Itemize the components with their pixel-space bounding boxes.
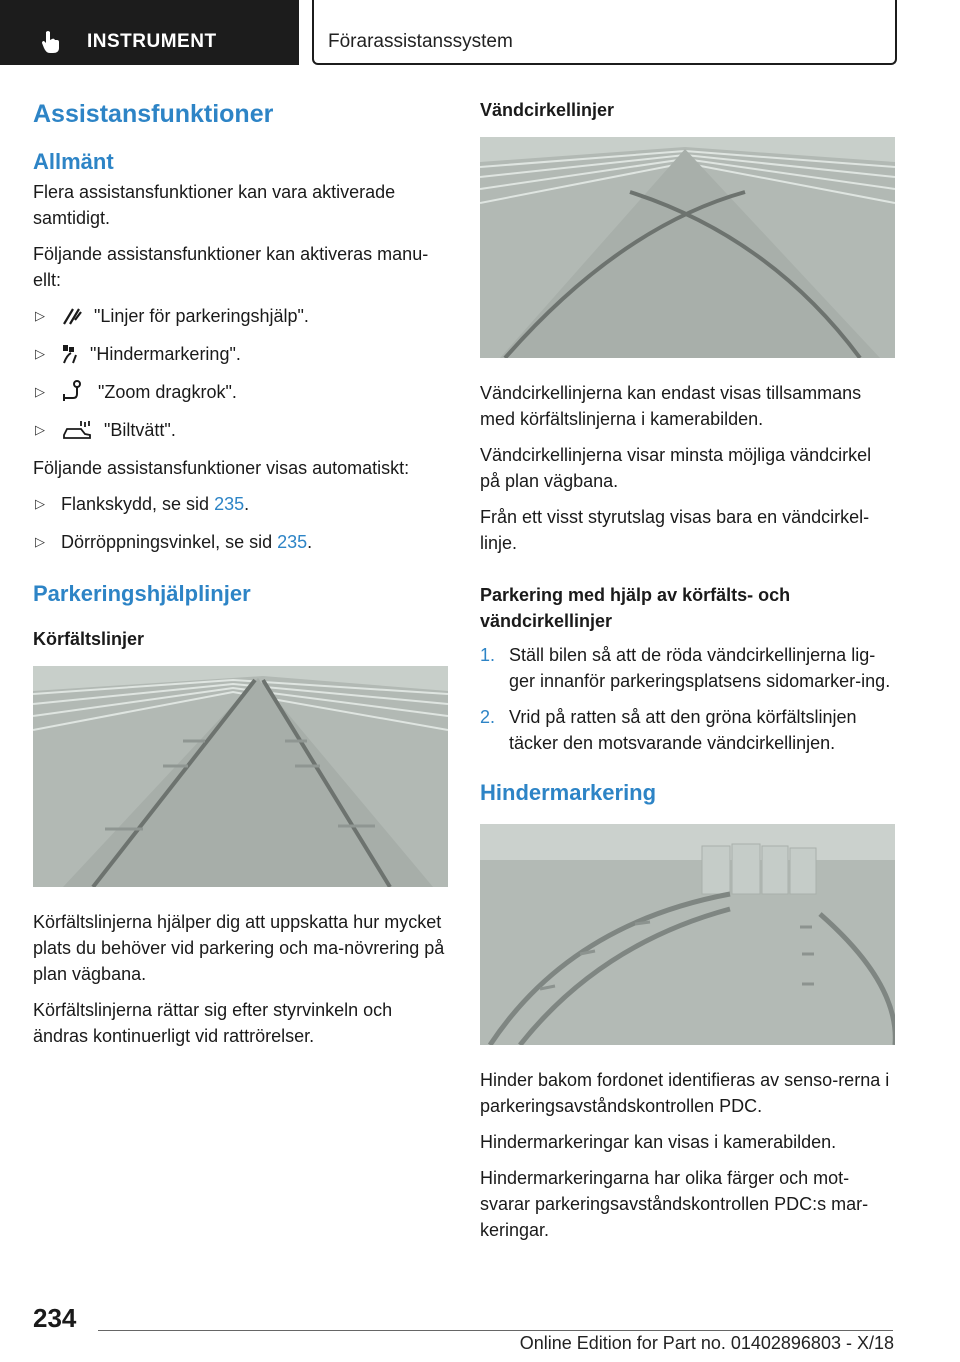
obstacle-marking-icon [61,344,79,364]
subheading-parkering-med-hjalp: Parkering med hjälp av körfälts- och vändcirkellinjer [480,585,791,631]
page-title: Assistansfunktioner [33,100,274,128]
step-item: 1. Ställ bilen så att de röda vändcirkellinjerna lig-ger innanför parkeringsplatsens sidomarker-ing. [480,645,891,691]
footer-divider [98,1330,893,1331]
paragraph: Körfältslinjerna rättar sig efter styrvinkeln och ändras kontinuerligt vid rattrörelser. [33,1000,393,1046]
turning-circle-camera-image [480,137,895,358]
page-number: 234 [33,1303,77,1333]
page-link[interactable]: 235 [277,532,308,552]
list-item: ▷ "Hindermarkering". [33,341,448,367]
heading-allmant: Allmänt [33,149,114,174]
section-label: INSTRUMENT [87,31,217,52]
bullet-triangle-icon: ▷ [35,384,45,399]
subheading-korfaltslinjer: Körfältslinjer [33,629,145,649]
paragraph: Hindermarkeringarna har olika färger och mot-svarar parkeringsavståndskontrollen PDC:s mar-keringar. [480,1168,869,1240]
paragraph: Flera assistansfunktioner kan vara aktiverade samtidigt. [33,182,396,228]
bullet-triangle-icon: ▷ [35,308,45,323]
paragraph: Från ett visst styrutslag visas bara en vändcirkel-linje. [480,507,870,553]
paragraph: Hindermarkeringar kan visas i kamerabilden. [480,1132,837,1152]
edition-note: Online Edition for Part no. 01402896803 - X/18 [519,1333,894,1353]
heading-parkeringshjalplinjer: Parkeringshjälplinjer [33,581,251,606]
subheading-vandcirkellinjer: Vändcirkellinjer [480,100,615,120]
paragraph: Följande assistansfunktioner visas automatiskt: [33,458,410,478]
tow-hitch-zoom-icon [61,380,87,402]
list-item: ▷ Flankskydd, se sid 235. [33,491,448,517]
bullet-triangle-icon: ▷ [35,346,45,361]
paragraph: Vändcirkellinjerna kan endast visas tillsammans med körfältslinjerna i kamerabilden. [480,383,862,429]
right-column [480,100,895,1253]
paragraph: Följande assistansfunktioner kan aktiveras manu-ellt: [33,244,429,290]
obstacle-marking-camera-image [480,824,895,1045]
section-tab[interactable] [0,0,299,65]
parking-lines-icon [61,306,83,326]
list-item: ▷ "Biltvätt". [33,417,448,443]
paragraph: Hinder bakom fordonet identifieras av senso-rerna i parkeringsavståndskontrollen PDC. [480,1070,890,1116]
paragraph: Vändcirkellinjerna visar minsta möjliga vändcirkel på plan vägbana. [480,445,872,491]
step-item: 2. Vrid på ratten så att den gröna körfältslinjen täcker den motsvarande vändcirkellinjen. [480,707,857,753]
page-link[interactable]: 235 [214,494,245,514]
list-item: ▷ Dörröppningsvinkel, se sid 235. [33,529,448,555]
pointing-hand-icon [40,30,62,54]
bullet-triangle-icon: ▷ [35,422,45,437]
left-column [33,100,448,1059]
chapter-header [312,0,897,65]
lane-lines-camera-image [33,666,448,887]
list-item: ▷ "Linjer för parkeringshjälp". [33,303,448,329]
paragraph: Körfältslinjerna hjälper dig att uppskatta hur mycket plats du behöver vid parkering och ma-növrering på plan vägbana. [33,912,445,984]
chapter-title: Förarassistanssystem [328,31,513,52]
heading-hindermarkering: Hindermarkering [480,780,657,805]
bullet-triangle-icon: ▷ [35,496,45,511]
list-item: ▷ "Zoom dragkrok". [33,379,448,405]
car-wash-icon [61,420,93,440]
bullet-triangle-icon: ▷ [35,534,45,549]
